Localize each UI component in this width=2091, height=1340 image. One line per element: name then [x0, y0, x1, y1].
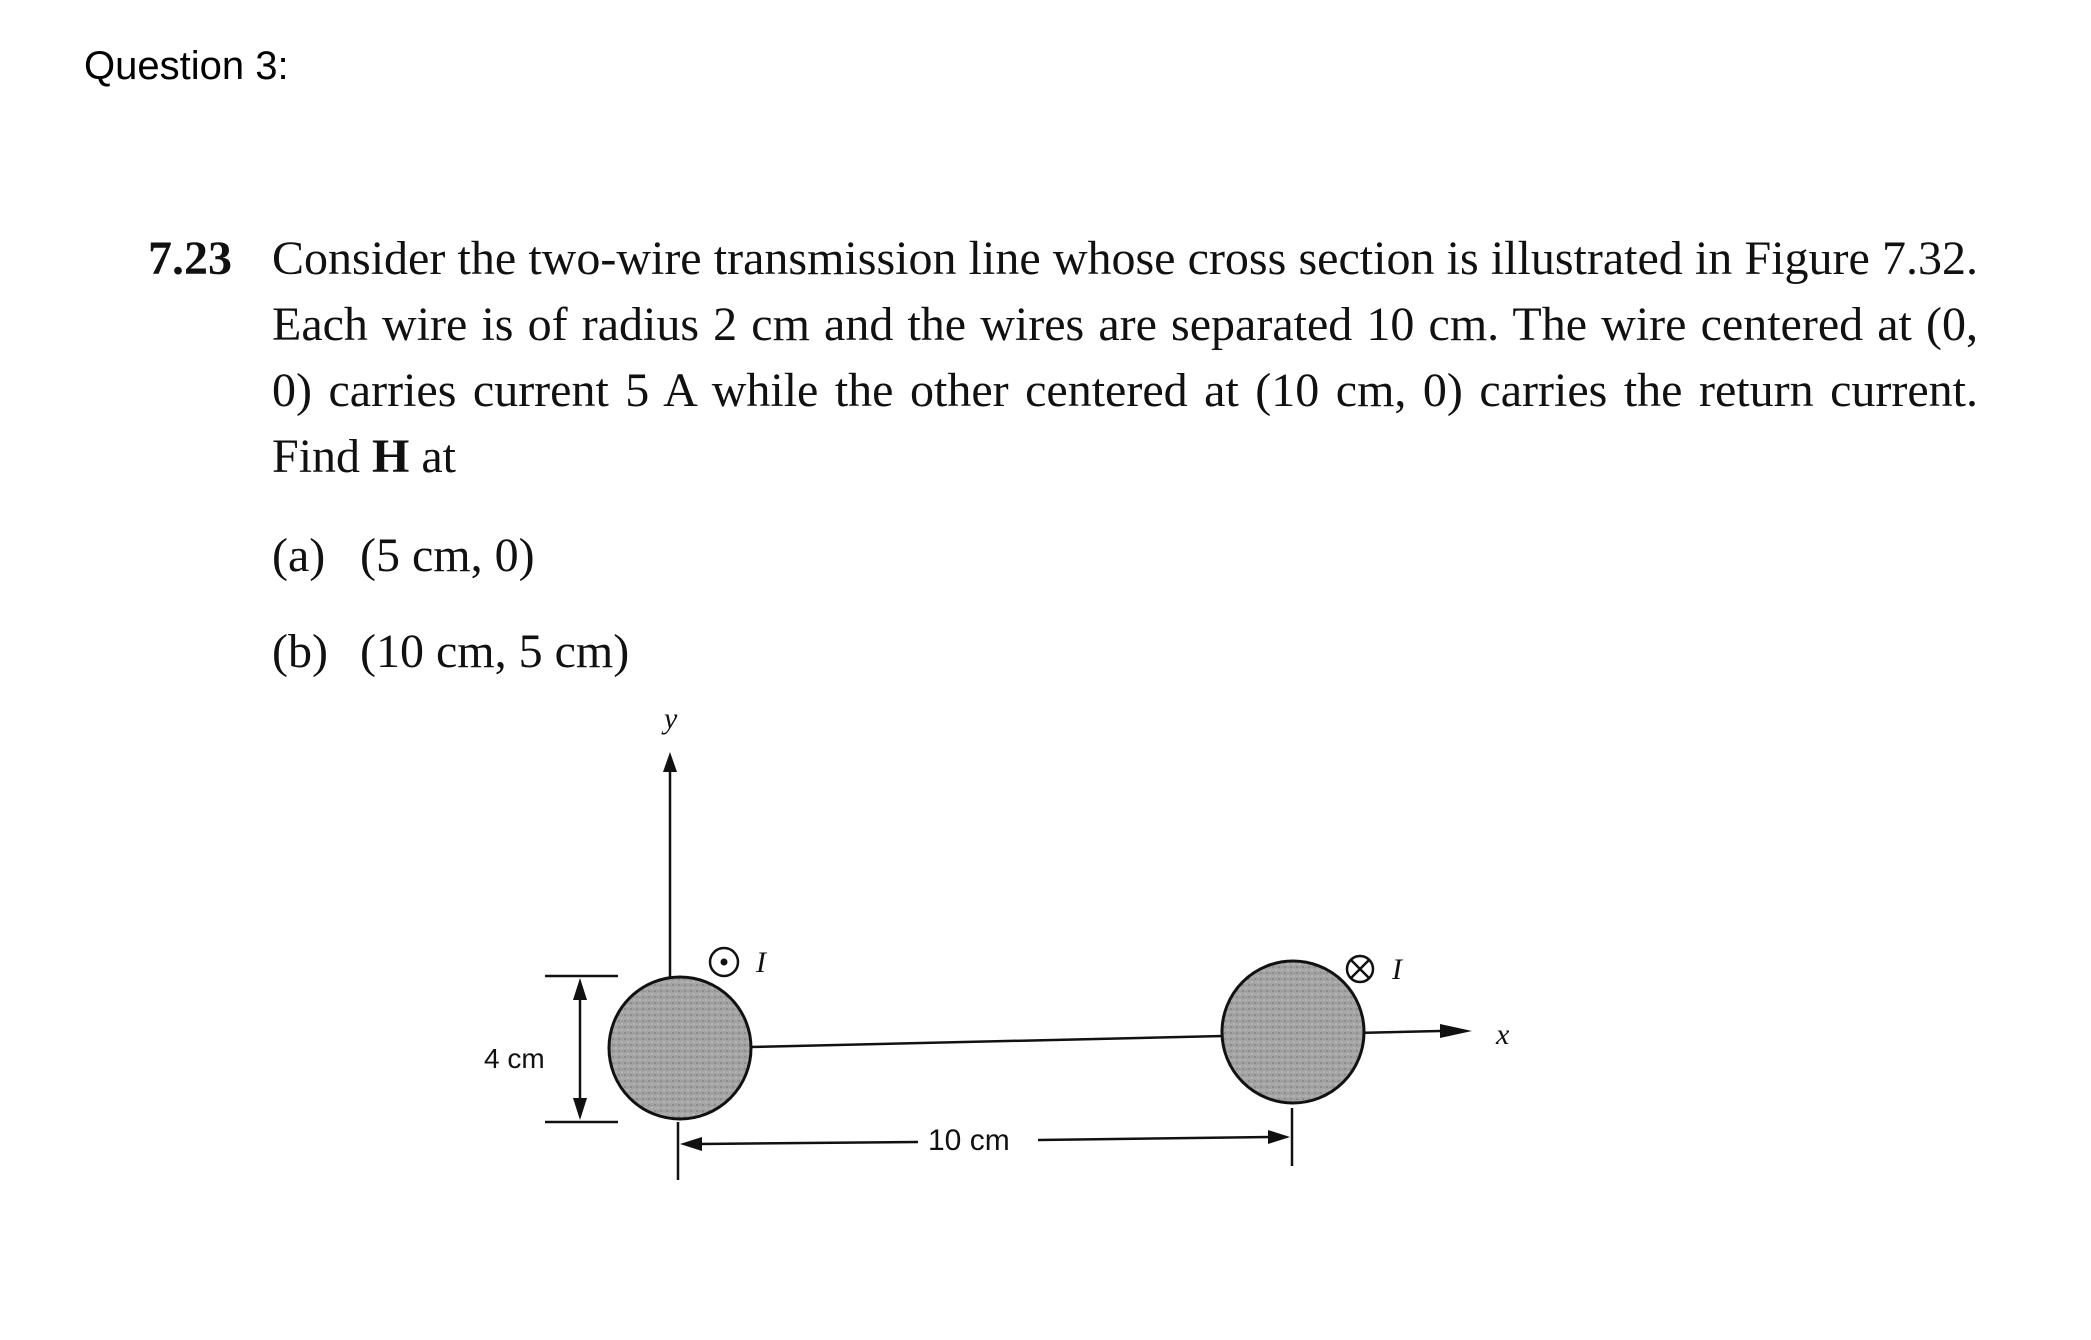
right-current-label: I	[1392, 953, 1402, 986]
separation-line-left	[700, 1142, 918, 1144]
part-b-text: (10 cm, 5 cm)	[360, 625, 630, 678]
left-wire	[609, 977, 751, 1119]
right-wire	[1222, 961, 1364, 1103]
problem-text-before: Consider the two-wire transmission line whose cross section is illustrated in Figure 7.32. Each wire is of radius 2 cm and the wires are separated 10 cm. The wire centered at (0, 0) carries current 5 A while the other centered at (10 cm, 0) carries the return current. Find	[272, 232, 1978, 483]
x-axis-label: x	[1496, 1018, 1510, 1051]
separation-label: 10 cm	[928, 1124, 1010, 1157]
separation-line-right	[1038, 1137, 1270, 1140]
diameter-arrow-top	[573, 978, 587, 1000]
part-a-label: (a)	[272, 529, 326, 582]
part-a-text: (5 cm, 0)	[360, 529, 535, 582]
current-into-page-icon	[1347, 956, 1373, 982]
y-axis-label: y	[664, 702, 678, 735]
x-axis-arrowhead	[1440, 1024, 1472, 1038]
left-current-label: I	[756, 946, 766, 979]
current-out-of-page-icon	[710, 948, 738, 976]
part-b-label: (b)	[272, 625, 328, 678]
separation-arrow-left	[680, 1137, 702, 1151]
y-axis-arrowhead	[663, 752, 677, 772]
problem-bold-term: H	[372, 430, 410, 483]
diameter-label: 4 cm	[484, 1043, 545, 1074]
problem-text-after: at	[409, 430, 457, 483]
question-heading: Question 3:	[84, 44, 289, 88]
problem-number: 7.23	[148, 232, 232, 285]
separation-arrow-right	[1268, 1130, 1290, 1144]
diameter-arrow-bottom	[573, 1098, 587, 1120]
